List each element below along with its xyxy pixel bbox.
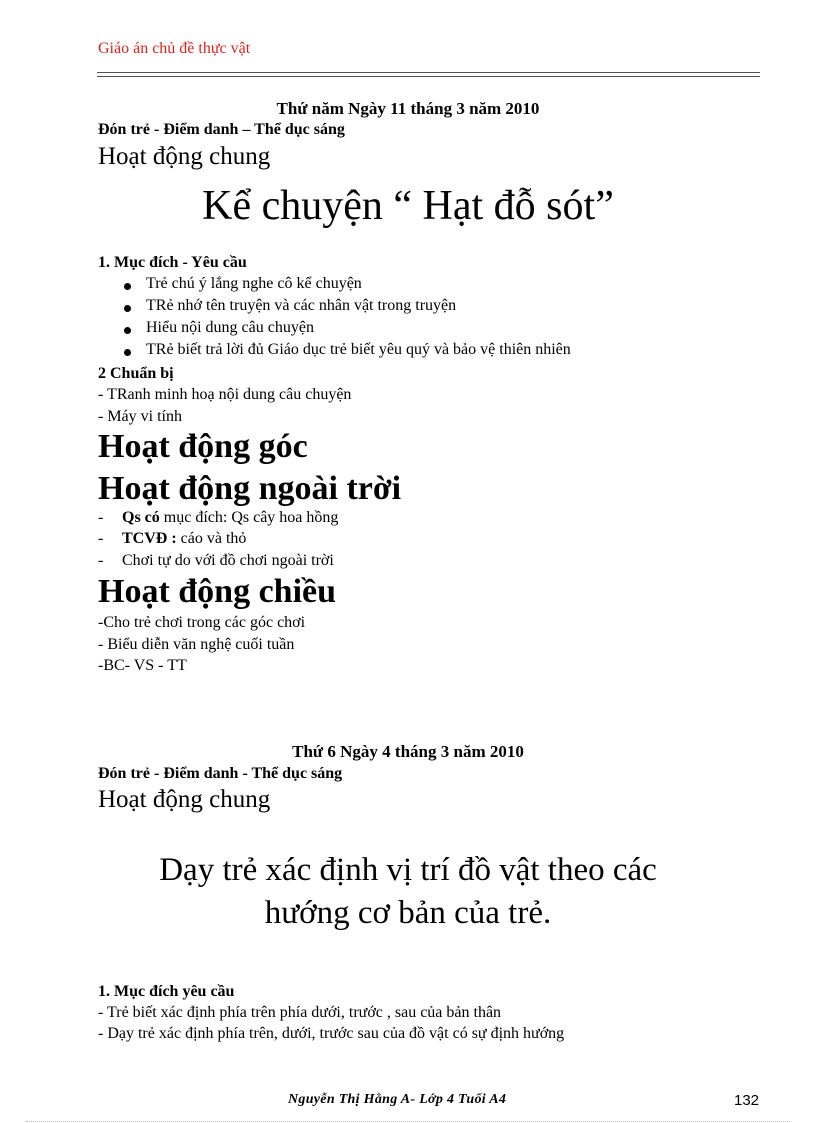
day1-afternoon-item: - Biểu diễn văn nghệ cuối tuần <box>98 636 295 653</box>
bullet-icon <box>124 283 131 290</box>
outdoor-item-text: Chơi tự do với đồ chơi ngoài trời <box>122 552 334 569</box>
bullet-icon <box>124 349 131 356</box>
day2-activity-heading: Hoạt động chung <box>98 786 271 813</box>
day2-lesson-title-line1: Dạy trẻ xác định vị trí đồ vật theo các <box>159 852 657 888</box>
day1-prep-item: - TRanh minh hoạ nội dung câu chuyện <box>98 386 352 403</box>
outdoor-item-text: mục đích: Qs cây hoa hồng <box>159 509 339 526</box>
footer-author: Nguyễn Thị Hằng A- Lớp 4 Tuổi A4 <box>288 1092 507 1107</box>
day1-outdoor-item <box>122 509 338 527</box>
day1-purpose-item: TRẻ nhớ tên truyện và các nhân vật trong truyện <box>146 297 457 314</box>
day2-lesson-title-line2: hướng cơ bản của trẻ. <box>264 895 552 931</box>
day2-routine: Đón trẻ - Điểm danh - Thể dục sáng <box>98 765 343 782</box>
day2-purpose-item: - Trẻ biết xác định phía trên phía dưới, trước , sau của bản thân <box>98 1004 502 1021</box>
day1-activity-heading: Hoạt động chung <box>98 143 271 170</box>
day1-purpose-item: Hiểu nội dung câu chuyện <box>146 319 314 336</box>
day1-outdoor-item <box>122 530 246 548</box>
bullet-icon <box>124 327 131 334</box>
day1-date: Thứ năm Ngày 11 tháng 3 năm 2010 <box>276 99 540 118</box>
day1-purpose-heading: 1. Mục đích - Yêu cầu <box>98 254 247 271</box>
day1-afternoon-item: -BC- VS - TT <box>98 657 187 674</box>
day1-corner-heading: Hoạt động góc <box>98 428 308 465</box>
day1-routine: Đón trẻ - Điểm danh – Thể dục sáng <box>98 121 345 138</box>
outdoor-item-text: cáo và thỏ <box>176 530 247 547</box>
page-number: 132 <box>734 1092 760 1109</box>
outdoor-item-label: Qs có <box>122 509 160 526</box>
day1-outdoor-item <box>122 552 334 570</box>
day1-prep-heading: 2 Chuẩn bị <box>98 365 174 382</box>
day2-date: Thứ 6 Ngày 4 tháng 3 năm 2010 <box>292 742 524 761</box>
day1-purpose-item: Trẻ chú ý lắng nghe cô kể chuyện <box>146 275 362 292</box>
dash-marker: - <box>98 552 104 569</box>
day1-lesson-title: Kể chuyện “ Hạt đỗ sót” <box>202 183 614 229</box>
header-rule-top <box>97 72 760 73</box>
day2-purpose-heading: 1. Mục đích yêu cầu <box>98 983 235 1000</box>
header-title: Giáo án chủ đề thực vật <box>98 40 251 57</box>
day1-prep-item: - Máy vi tính <box>98 408 182 425</box>
dash-marker: - <box>98 509 104 526</box>
day1-outdoor-heading: Hoạt động ngoài trời <box>98 470 402 507</box>
dash-marker: - <box>98 530 104 547</box>
day1-afternoon-heading: Hoạt động chiều <box>98 573 337 610</box>
day2-purpose-item: - Dạy trẻ xác định phía trên, dưới, trước sau của đồ vật có sự định hướng <box>98 1025 565 1042</box>
day1-afternoon-item: -Cho trẻ chơi trong các góc chơi <box>98 614 306 631</box>
page-bottom-dotted-line <box>26 1121 790 1122</box>
header-rule-bottom <box>97 76 760 77</box>
bullet-icon <box>124 305 131 312</box>
day1-purpose-item: TRẻ biết trả lời đủ Giáo dục trẻ biết yêu quý và bảo vệ thiên nhiên <box>146 341 571 358</box>
outdoor-item-label: TCVĐ : <box>122 530 177 547</box>
